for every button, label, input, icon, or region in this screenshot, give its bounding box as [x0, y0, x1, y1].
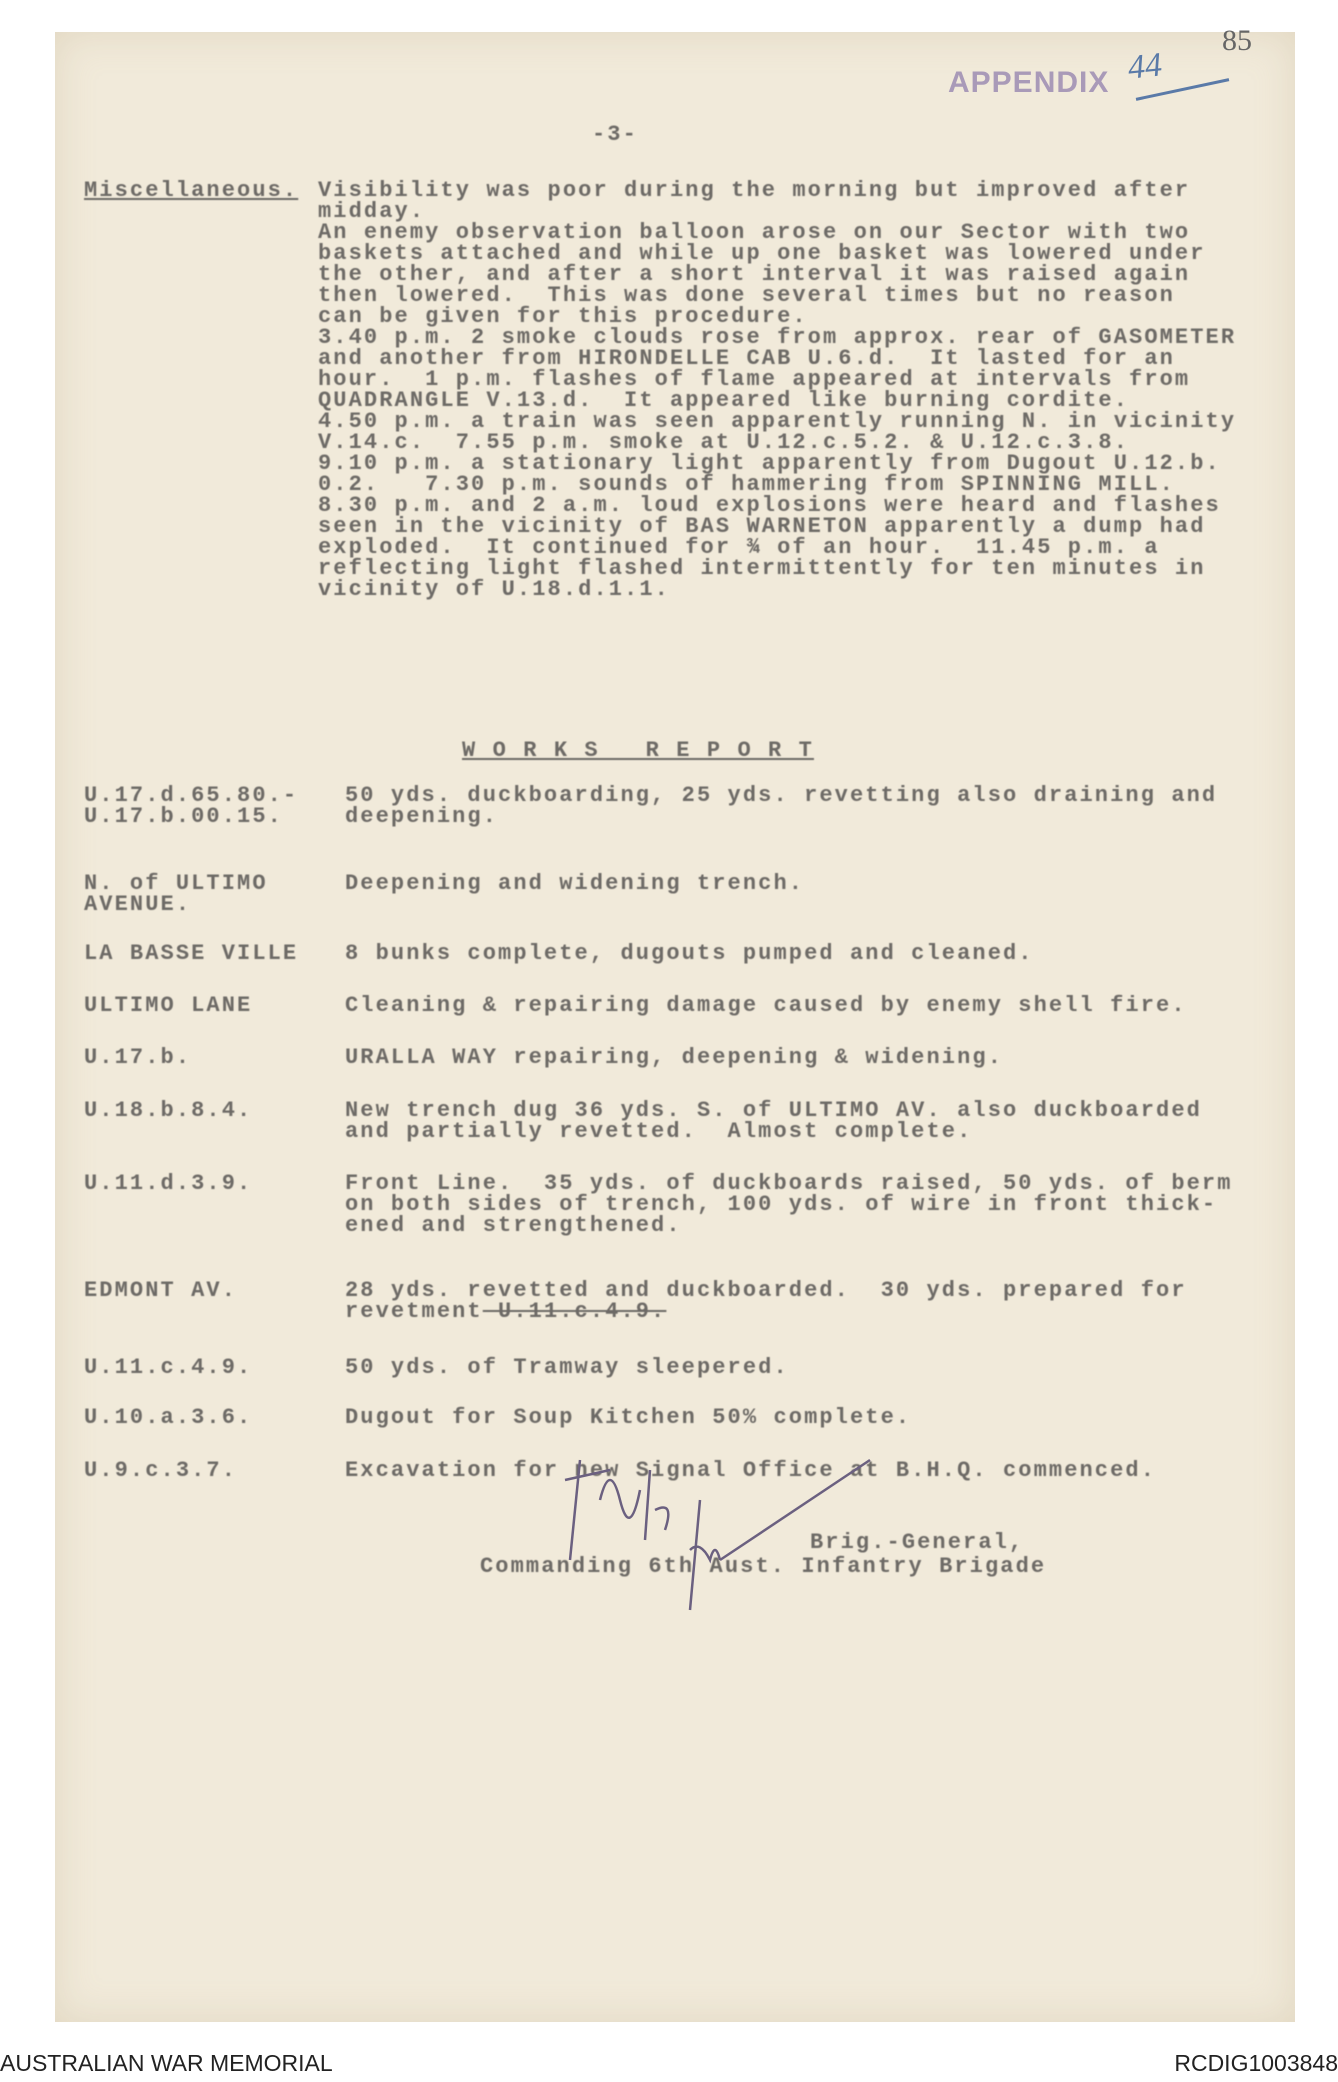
work-line: [345, 1173, 1233, 1194]
works-description: [345, 1100, 1202, 1142]
location-line: AVENUE.: [84, 892, 192, 917]
misc-line: 9.10 p.m. a stationary light apparently from Dugout U.12.b.: [318, 451, 1221, 476]
work-text: 50 yds. duckboarding, 25 yds. revetting also draining and: [345, 783, 1218, 808]
misc-line: can be given for this procedure.: [318, 304, 808, 329]
work-line: [345, 873, 804, 894]
misc-line: 8.30 p.m. and 2 a.m. loud explosions were heard and flashes: [318, 493, 1221, 518]
misc-line: midday.: [318, 199, 426, 224]
works-location: [84, 1047, 191, 1068]
misc-line: the other, and after a short interval it was raised again: [318, 262, 1191, 287]
work-text: deepening.: [345, 804, 499, 829]
misc-line: An enemy observation balloon arose on our Sector with two: [318, 220, 1191, 245]
work-text: Dugout for Soup Kitchen 50% complete.: [345, 1405, 912, 1430]
work-text: Front Line. 35 yds. of duckboards raised, 50 yds. of berm: [345, 1171, 1233, 1196]
location-line: U.17.b.: [84, 1045, 192, 1070]
work-text: and partially revetted. Almost complete.: [345, 1119, 973, 1144]
works-location: [84, 943, 298, 964]
misc-line: QUADRANGLE V.13.d. It appeared like burning cordite.: [318, 388, 1130, 413]
misc-line: then lowered. This was done several times but no reason: [318, 283, 1175, 308]
appendix-stamp: APPENDIX: [948, 66, 1110, 99]
misc-line: V.14.c. 7.55 p.m. smoke at U.12.c.5.2. & U.12.c.3.8.: [318, 430, 1130, 455]
works-description: [345, 1173, 1233, 1236]
works-location: [84, 785, 298, 827]
misc-line: Visibility was poor during the morning but improved after: [318, 178, 1191, 203]
page-number: -3-: [592, 122, 638, 147]
misc-line: 0.2. 7.30 p.m. sounds of hammering from SPINNING MILL.: [318, 472, 1175, 497]
works-location: [84, 1407, 252, 1428]
miscellaneous-text: [318, 180, 1236, 600]
location-line: U.17.d.65.80.-: [84, 783, 299, 808]
misc-line: 3.40 p.m. 2 smoke clouds rose from approx. rear of GASOMETER: [318, 325, 1237, 350]
works-description: [345, 785, 1217, 827]
location-line: U.11.c.4.9.: [84, 1355, 253, 1380]
work-line: [345, 806, 1217, 827]
signature-command: Commanding 6th Aust. Infantry Brigade: [480, 1554, 1047, 1579]
works-description: [345, 873, 804, 894]
misc-line: seen in the vicinity of BAS WARNETON apparently a dump had: [318, 514, 1206, 539]
miscellaneous-label: Miscellaneous.: [84, 178, 299, 203]
works-description: [345, 1047, 1003, 1068]
location-line: EDMONT AV.: [84, 1278, 238, 1303]
work-text: 8 bunks complete, dugouts pumped and cleaned.: [345, 941, 1034, 966]
work-line: [345, 1301, 1187, 1322]
misc-line: hour. 1 p.m. flashes of flame appeared at intervals from: [318, 367, 1191, 392]
misc-line: reflecting light flashed intermittently for ten minutes in: [318, 556, 1206, 581]
work-text: Excavation for new Signal Office at B.H.Q. commenced.: [345, 1458, 1157, 1483]
works-description: [345, 1357, 789, 1378]
works-description: [345, 943, 1034, 964]
work-line: [345, 785, 1217, 806]
work-text: URALLA WAY repairing, deepening & widening.: [345, 1045, 1003, 1070]
work-text: 28 yds. revetted and duckboarded. 30 yds. prepared for: [345, 1278, 1187, 1303]
work-text: ened and strengthened.: [345, 1213, 682, 1238]
work-text: Cleaning & repairing damage caused by enemy shell fire.: [345, 993, 1187, 1018]
location-line: N. of ULTIMO: [84, 871, 268, 896]
works-location: [84, 1357, 252, 1378]
work-line: [345, 1357, 789, 1378]
work-line: [345, 995, 1187, 1016]
work-line: [345, 1215, 1233, 1236]
location-line: LA BASSE VILLE: [84, 941, 299, 966]
signature-rank: Brig.-General,: [810, 1530, 1025, 1555]
misc-line: and another from HIRONDELLE CAB U.6.d. It lasted for an: [318, 346, 1175, 371]
work-text: Deepening and widening trench.: [345, 871, 805, 896]
works-location: [84, 873, 268, 915]
misc-line: exploded. It continued for ¾ of an hour. 11.45 p.m. a: [318, 535, 1160, 560]
works-location: [84, 995, 252, 1016]
footer-record-id: RCDIG1003848: [1174, 2050, 1338, 2076]
works-location: [84, 1460, 237, 1481]
location-line: ULTIMO LANE: [84, 993, 253, 1018]
footer-archive-name: AUSTRALIAN WAR MEMORIAL: [0, 2050, 333, 2076]
misc-line: baskets attached and while up one basket was lowered under: [318, 241, 1206, 266]
work-text: revetment: [345, 1299, 483, 1324]
works-location: [84, 1280, 237, 1301]
misc-line: 4.50 p.m. a train was seen apparently running N. in vicinity: [318, 409, 1237, 434]
work-line: [345, 1047, 1003, 1068]
work-line: [345, 943, 1034, 964]
work-text: 50 yds. of Tramway sleepered.: [345, 1355, 789, 1380]
works-description: [345, 1280, 1187, 1322]
appendix-number: 44: [1126, 46, 1164, 87]
work-line: [345, 1121, 1202, 1142]
work-text: New trench dug 36 yds. S. of ULTIMO AV. also duckboarded: [345, 1098, 1202, 1123]
location-line: U.17.b.00.15.: [84, 804, 283, 829]
work-line: [345, 1280, 1187, 1301]
location-line: U.10.a.3.6.: [84, 1405, 253, 1430]
work-line: [345, 1194, 1233, 1215]
location-line: U.11.d.3.9.: [84, 1171, 253, 1196]
works-description: [345, 995, 1187, 1016]
folio-number: 85: [1222, 24, 1252, 57]
work-line: [345, 1100, 1202, 1121]
works-location: [84, 1100, 252, 1121]
works-location: [84, 1173, 252, 1194]
struck-text: U.11.c.4.9.: [482, 1299, 667, 1324]
misc-line: vicinity of U.18.d.1.1.: [318, 577, 670, 602]
work-text: on both sides of trench, 100 yds. of wire in front thick-: [345, 1192, 1218, 1217]
location-line: U.18.b.8.4.: [84, 1098, 253, 1123]
works-report-title: W O R K S R E P O R T: [462, 738, 814, 763]
work-line: [345, 1407, 911, 1428]
works-description: [345, 1407, 911, 1428]
location-line: U.9.c.3.7.: [84, 1458, 238, 1483]
